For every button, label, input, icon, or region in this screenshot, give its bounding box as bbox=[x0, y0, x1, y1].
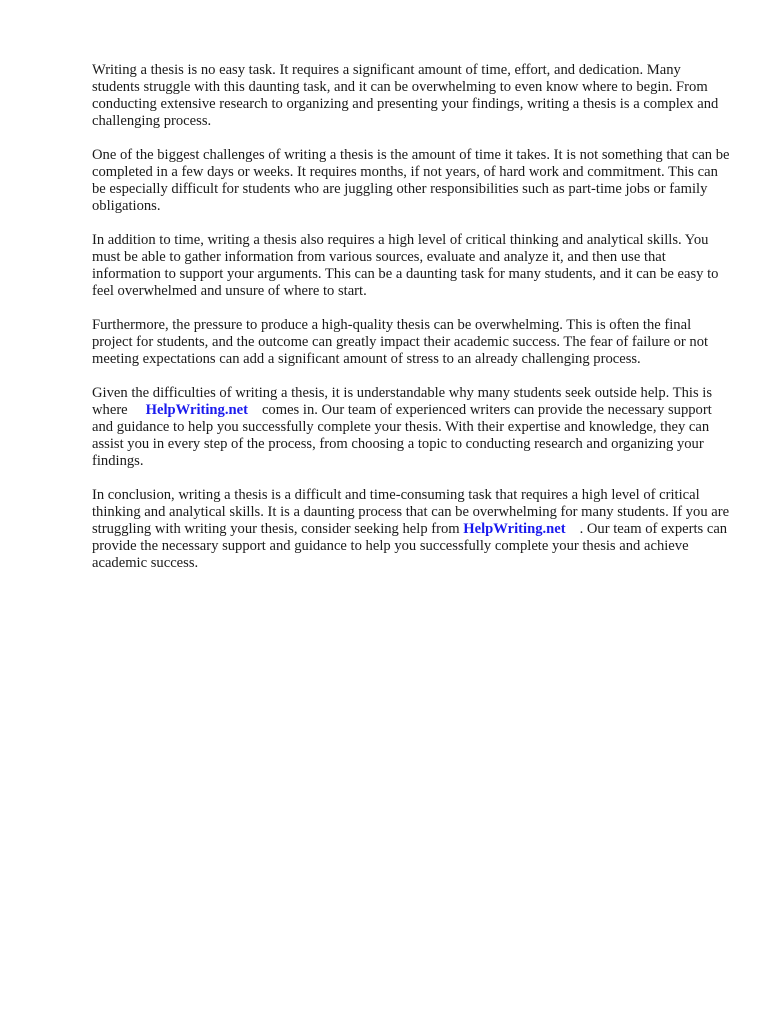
paragraph-help bbox=[92, 385, 732, 470]
paragraph-help-text-end: comes in. Our team of experienced writers can provide the necessary support and guidance to help you successfully complete your thesis. With their expertise and knowledge, they can assist you in every step of the process, from choosing a topic to conducting research and organizing your findings. bbox=[92, 402, 712, 469]
paragraph-conclusion-text-start: In conclusion, writing a thesis is a difficult and time-consuming task that requires a high level of critical thinking and analytical skills. It is a daunting process that can be overwhelming for many students. If you are struggling with writing your thesis, consider seeking help from bbox=[92, 487, 730, 537]
paragraph-pressure: Furthermore, the pressure to produce a high-quality thesis can be overwhelming. This is often the final project for students, and the outcome can greatly impact their academic success. The fear of failure or not meeting expectations can add a significant amount of stress to an already challenging process. bbox=[92, 317, 709, 367]
paragraph-time: One of the biggest challenges of writing a thesis is the amount of time it takes. It is not something that can be completed in a few days or weeks. It requires months, if not years, of hard work and commitment. This can be especially difficult for students who are juggling other responsibilities such as part-time jobs or family obligations. bbox=[92, 147, 730, 214]
paragraph-intro: Writing a thesis is no easy task. It requires a significant amount of time, effort, and dedication. Many students struggle with this daunting task, and it can be overwhelming to even know where to begin. From conducting extensive research to organizing and presenting your findings, writing a thesis is a complex and challenging process. bbox=[92, 62, 719, 129]
helpwriting-link[interactable]: HelpWriting.net bbox=[145, 402, 248, 418]
paragraph-conclusion-text-end: . Our team of experts can provide the necessary support and guidance to help you successfully complete your thesis and achieve academic success. bbox=[92, 521, 728, 571]
document-body bbox=[92, 62, 732, 589]
paragraph-help-text-start: Given the difficulties of writing a thesis, it is understandable why many students seek outside help. This is where bbox=[92, 385, 713, 418]
paragraph-skills: In addition to time, writing a thesis also requires a high level of critical thinking and analytical skills. You must be able to gather information from various sources, evaluate and analyze it, and then use that information to support your arguments. This can be a daunting task for many students, and it can be easy to feel overwhelmed and unsure of where to start. bbox=[92, 232, 719, 299]
helpwriting-link-conclusion[interactable]: HelpWriting.net bbox=[463, 521, 566, 537]
paragraph-conclusion bbox=[92, 487, 732, 572]
